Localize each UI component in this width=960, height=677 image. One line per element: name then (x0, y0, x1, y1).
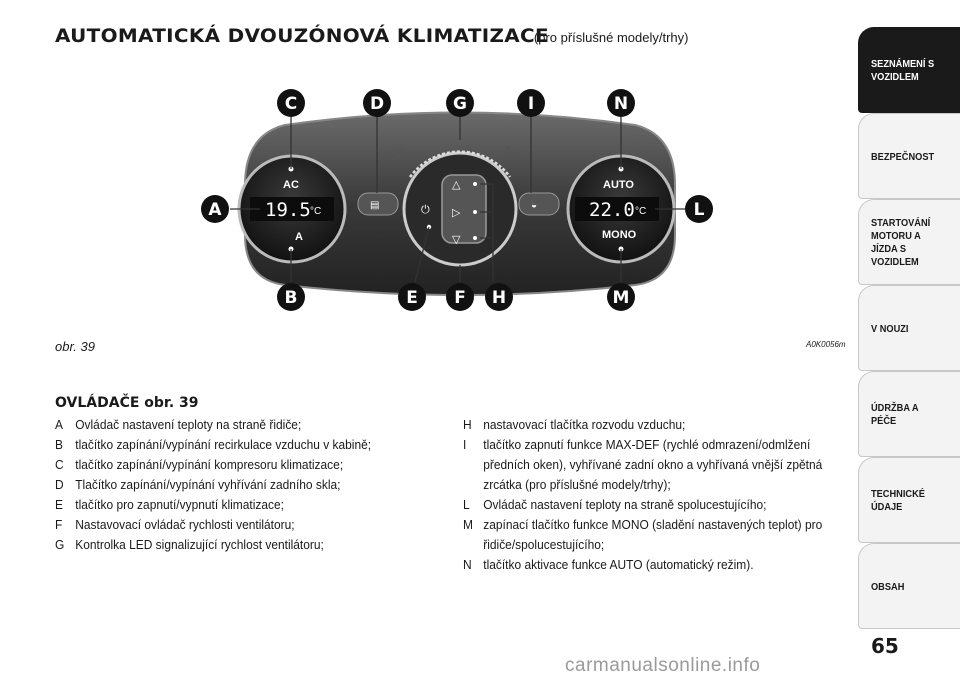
callout-c: C (284, 94, 298, 114)
legend-right (463, 415, 849, 575)
figure-code: A0K0056m (806, 340, 846, 349)
svg-text:⏻: ⏻ (421, 204, 430, 216)
list-item: I tlačítko zapnutí funkce MAX-DEF (rychlé odmrazení/odmlžení předních oken), vyhřívané zadní okno a vyhřívaná vnější zpětná zrcátka (pro příslušné modely/trhy); (463, 437, 823, 492)
list-item: L Ovládač nastavení teploty na straně spolucestujícího; (463, 497, 767, 512)
list-item: B tlačítko zapínání/vypínání recirkulace vzduchu v kabině; (55, 437, 372, 452)
list-item: N tlačítko aktivace funkce AUTO (automatický režim). (463, 557, 754, 572)
ac-label: AC (283, 179, 299, 191)
callout-h: H (491, 288, 507, 308)
tab-seznameni[interactable]: SEZNÁMENÍ S VOZIDLEM (858, 27, 960, 113)
list-item: H nastavovací tlačítka rozvodu vzduchu; (463, 417, 686, 432)
tab-obsah[interactable]: OBSAH (858, 543, 960, 629)
climate-panel-figure (55, 75, 850, 333)
page-number: 65 (871, 634, 899, 658)
climate-panel-illustration (55, 75, 850, 333)
recirc-label: A (295, 231, 303, 243)
title-main: AUTOMATICKÁ DVOUZÓNOVÁ KLIMATIZACE (55, 25, 549, 47)
callout-f: F (454, 288, 466, 308)
list-item: D Tlačítko zapínání/vypínání vyhřívání zadního skla; (55, 477, 341, 492)
svg-text:▤: ▤ (370, 200, 380, 211)
callout-i: I (527, 94, 535, 114)
fan-low-icon: ✣ (395, 146, 406, 160)
legend-left (55, 415, 441, 555)
auto-label: AUTO (603, 179, 634, 191)
list-item: A Ovládač nastavení teploty na straně řidiče; (55, 417, 302, 432)
callout-e: E (406, 288, 418, 308)
callout-m: M (612, 288, 630, 308)
callout-d: D (369, 94, 385, 114)
tab-v-nouzi[interactable]: V NOUZI (858, 285, 960, 371)
chapter-tabs (858, 27, 960, 629)
list-item: M zapínací tlačítko funkce MONO (sladění nastavených teplot) pro řidiče/spolucestujícího; (463, 517, 823, 552)
list-item: F Nastavovací ovládač rychlosti ventilátoru; (55, 517, 295, 532)
watermark: carmanualsonline.info (565, 655, 761, 676)
right-temp-value: 22.0 (589, 199, 635, 221)
air-distribution-buttons (442, 175, 486, 243)
svg-text:◒: ◒ (531, 200, 538, 211)
svg-text:▽: ▽ (452, 234, 461, 246)
left-temp-value: 19.5 (265, 199, 311, 221)
left-temp-unit: °C (310, 206, 322, 217)
tab-bezpecnost[interactable]: BEZPEČNOST (858, 113, 960, 199)
callout-a: A (208, 200, 222, 220)
tab-technicke[interactable]: TECHNICKÉ ÚDAJE (858, 457, 960, 543)
list-item: C tlačítko zapínání/vypínání kompresoru klimatizace; (55, 457, 344, 472)
title-subtitle: (pro příslušné modely/trhy) (533, 30, 689, 45)
callout-g: G (453, 94, 467, 114)
section-title: OVLÁDAČE obr. 39 (55, 395, 199, 411)
figure-caption: obr. 39 (55, 339, 95, 354)
list-item: G Kontrolka LED signalizující rychlost ventilátoru; (55, 537, 324, 552)
callout-b: B (284, 288, 298, 308)
mono-label: MONO (602, 229, 637, 241)
tab-udrzba[interactable]: ÚDRŽBA A PÉČE (858, 371, 960, 457)
page-title (55, 25, 689, 47)
svg-text:△: △ (452, 179, 461, 191)
callout-n: N (613, 94, 629, 114)
max-def-button (519, 193, 559, 215)
svg-text:▷: ▷ (452, 207, 461, 219)
list-item: E tlačítko pro zapnutí/vypnutí klimatizace; (55, 497, 284, 512)
right-temp-unit: °C (635, 206, 647, 217)
tab-startovani[interactable]: STARTOVÁNÍ MOTORU A JÍZDA S VOZIDLEM (858, 199, 960, 285)
fan-high-icon: ✣ (503, 144, 515, 160)
callout-l: L (693, 200, 705, 220)
